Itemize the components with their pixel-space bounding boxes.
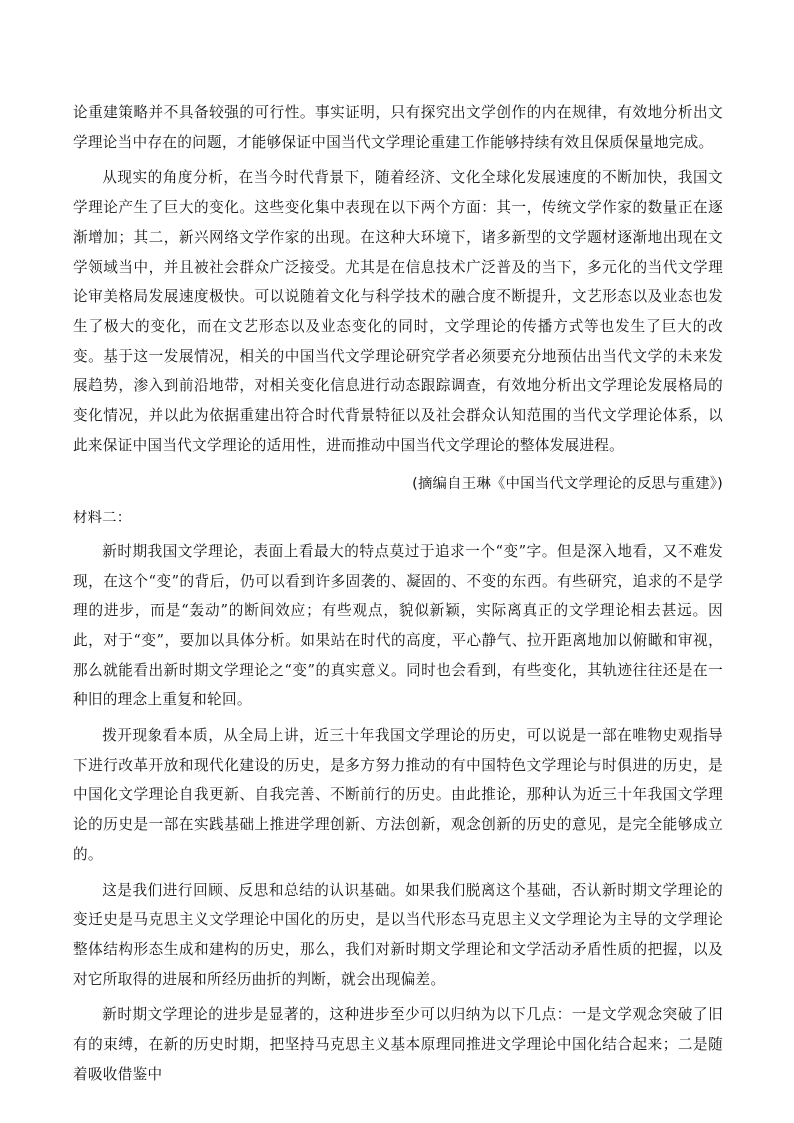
paragraph-essence: 拨开现象看本质，从全局上讲，近三十年我国文学理论的历史，可以说是一部在唯物史观指导下进行改革开放和现代化建设的历史，是多方努力推动的有中国特色文学理论与时俱进的历史，是中国化文学理论自我更新、自我完善、不断前行的历史。由此推论，那种认为近三十年我国文学理论的历史是一部在实践基础上推进学理创新、方法创新，观念创新的历史的意见，是完全能够成立的。 [73,727,723,863]
material-two-heading: 材料二： [73,510,132,527]
paragraph-foundation: 这是我们进行回顾、反思和总结的认识基础。如果我们脱离这个基础，否认新时期文学理论的变迁史是马克思主义文学理论中国化的历史，是以当代形态马克思主义文学理论为主导的文学理论整体结构形态生成和建构的历史，那么，我们对新时期文学理论和文学活动矛盾性质的把握，以及对它所取得的进展和所经历曲折的判断，就会出现偏差。 [73,881,723,988]
paragraph-reality-analysis: 从现实的角度分析，在当今时代背景下，随着经济、文化全球化发展速度的不断加快，我国文学理论产生了巨大的变化。这些变化集中表现在以下两个方面：其一，传统文学作家的数量正在逐渐增加；其二，新兴网络文学作家的出现。在这种大环境下，诸多新型的文学题材逐渐地出现在文学领域当中，并且被社会群众广泛接受。尤其是在信息技术广泛普及的当下，多元化的当代文学理论审美格局发展速度极快。可以说随着文化与科学技术的融合度不断提升，文艺形态以及业态也发生了极大的变化，而在文艺形态以及业态变化的同时，文学理论的传播方式等也发生了巨大的改变。基于这一发展情况，相关的中国当代文学理论研究学者必须要充分地预估出当代文学的未来发展趋势，渗入到前沿地带，对相关变化信息进行动态跟踪调查，有效地分析出文学理论发展格局的变化情况，并以此为依据重建出符合时代背景特征以及社会群众认知范围的当代文学理论体系，以此来保证中国当代文学理论的适用性，进而推动中国当代文学理论的整体发展进程。 [73,169,723,454]
paragraph-continued: 论重建策略并不具备较强的可行性。事实证明，只有探究出文学创作的内在规律，有效地分析出文学理论当中存在的问题，才能够保证中国当代文学理论重建工作能够持续有效且保质保量地完成。 [73,104,723,151]
source-citation: (摘编自王琳《中国当代文学理论的反思与重建》) [412,476,723,493]
article-body [73,98,723,1090]
paragraph-progress: 新时期文学理论的进步是显著的，这种进步至少可以归纳为以下几点：一是文学观念突破了旧有的束缚，在新的历史时期，把坚持马克思主义基本原理同推进文学理论中国化结合起来；二是随着吸收借鉴中 [73,1006,723,1083]
paragraph-change: 新时期我国文学理论，表面上看最大的特点莫过于追求一个“变”字。但是深入地看，又不难发现，在这个“变”的背后，仍可以看到许多固袭的、凝固的、不变的东西。有些研究，追求的不是学理的进步，而是“轰动”的断间效应；有些观点，貌似新颖，实际离真正的文学理论相去甚远。因此，对于“变”，要加以具体分析。如果站在时代的高度，平心静气、拉开距离地加以俯瞰和审视，那么就能看出新时期文学理论之“变”的真实意义。同时也会看到，有些变化，其轨迹往往还是在一种旧的理念上重复和轮回。 [73,542,723,709]
